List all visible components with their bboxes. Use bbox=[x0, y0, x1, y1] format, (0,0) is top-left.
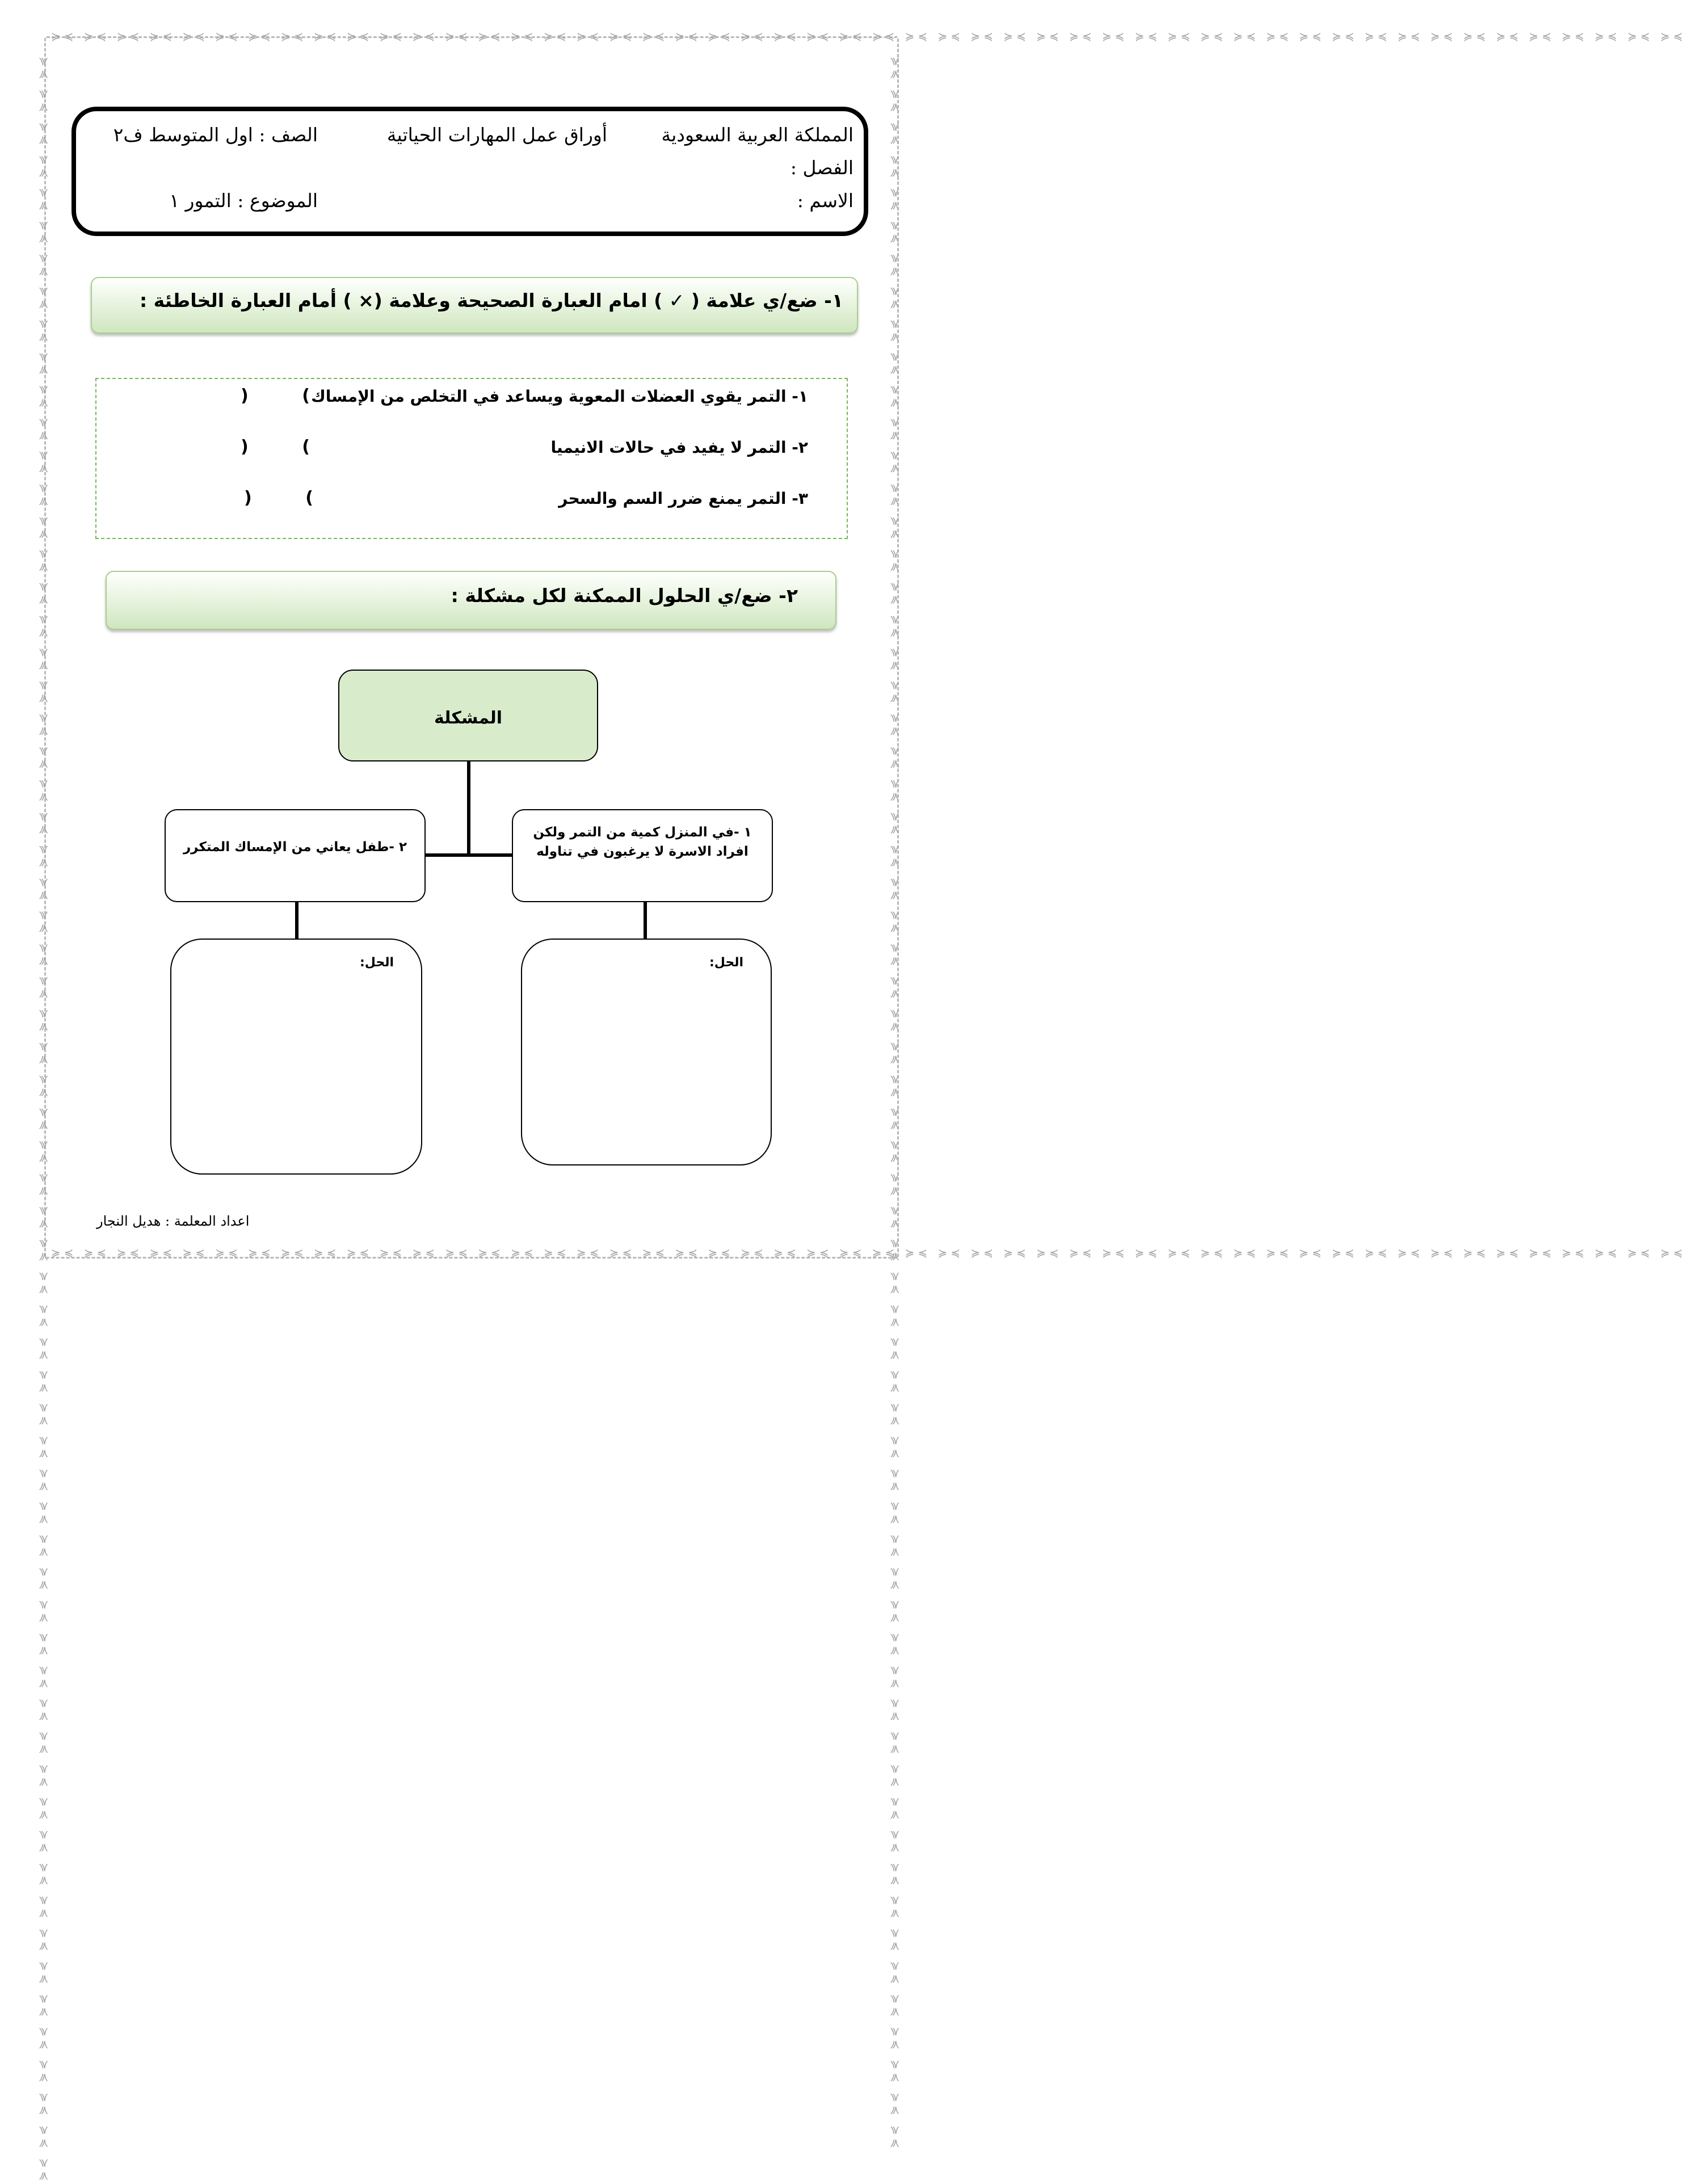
answer-parentheses-1[interactable] bbox=[241, 386, 310, 406]
answer-parentheses-2[interactable] bbox=[241, 437, 310, 457]
grade-label: الصف : اول المتوسط ف٢ bbox=[113, 124, 318, 146]
teacher-credit: اعداد المعلمة : هديل النجار bbox=[96, 1213, 250, 1229]
right-border-ornament: ≽≼ ≽≼ ≽≼ ≽≼ ≽≼ ≽≼ ≽≼ ≽≼ ≽≼ ≽≼ ≽≼ ≽≼ ≽≼ ≽≼ ≽≼ ≽≼ ≽≼ ≽≼ ≽≼ ≽≼ ≽≼ ≽≼ ≽≼ ≽≼ ≽≼ ≽≼ ≽≼ ≽≼ ≽≼ ≽≼ ≽≼ ≽≼ ≽≼ ≽≼ ≽≼ ≽≼ ≽≼ ≽≼ ≽≼ ≽≼ ≽≼ ≽≼ ≽≼ ≽≼ ≽≼ ≽≼ ≽≼ ≽≼ ≽≼ ≽≼ ≽≼ ≽≼ ≽≼ ≽≼ ≽≼ ≽≼ ≽≼ ≽≼ ≽≼ ≽≼ ≽≼ ≽≼ ≽≼ ≽≼ bbox=[889, 57, 902, 2152]
connector-solution-1 bbox=[644, 902, 647, 940]
top-border-ornament: ≽≼ ≽≼ ≽≼ ≽≼ ≽≼ ≽≼ ≽≼ ≽≼ ≽≼ ≽≼ ≽≼ ≽≼ ≽≼ ≽≼ ≽≼ ≽≼ ≽≼ ≽≼ ≽≼ ≽≼ ≽≼ ≽≼ ≽≼ ≽≼ ≽≼ ≽≼ ≽≼ ≽≼ ≽≼ ≽≼ ≽≼ ≽≼ ≽≼ ≽≼ ≽≼ ≽≼ ≽≼ ≽≼ ≽≼ ≽≼ ≽≼ ≽≼ ≽≼ ≽≼ ≽≼ ≽≼ ≽≼ ≽≼ ≽≼ ≽≼ bbox=[51, 30, 1686, 43]
statement-3: ٣- التمر يمنع ضرر السم والسحر bbox=[558, 489, 808, 508]
statement-2: ٢- التمر لا يفيد في حالات الانيميا bbox=[550, 438, 808, 457]
left-border-ornament: ≽≼ ≽≼ ≽≼ ≽≼ ≽≼ ≽≼ ≽≼ ≽≼ ≽≼ ≽≼ ≽≼ ≽≼ ≽≼ ≽≼ ≽≼ ≽≼ ≽≼ ≽≼ ≽≼ ≽≼ ≽≼ ≽≼ ≽≼ ≽≼ ≽≼ ≽≼ ≽≼ ≽≼ ≽≼ ≽≼ ≽≼ ≽≼ ≽≼ ≽≼ ≽≼ ≽≼ ≽≼ ≽≼ ≽≼ ≽≼ ≽≼ ≽≼ ≽≼ ≽≼ ≽≼ ≽≼ ≽≼ ≽≼ ≽≼ ≽≼ ≽≼ ≽≼ ≽≼ ≽≼ ≽≼ ≽≼ ≽≼ ≽≼ ≽≼ ≽≼ ≽≼ ≽≼ ≽≼ ≽≼ ≽≼ bbox=[37, 57, 51, 2184]
kingdom-label: المملكة العربية السعودية bbox=[661, 124, 853, 146]
paren-open: ) bbox=[241, 386, 249, 406]
class-label: الفصل : bbox=[790, 157, 853, 179]
problem-1-text: ١ -في المنزل كمية من التمر ولكن افراد الاسرة لا يرغبون في تناوله bbox=[533, 825, 752, 859]
problem-2-text: ٢ -طفل يعاني من الإمساك المتكرر bbox=[183, 840, 407, 855]
statement-1: ١- التمر يقوي العضلات المعوية ويساعد في التخلص من الإمساك bbox=[311, 387, 808, 406]
section1-instruction: ١- ضع/ي علامة ( ✓ ) امام العبارة الصحيحة وعلامة (× ) أمام العبارة الخاطئة : bbox=[139, 289, 843, 312]
paren-open: ) bbox=[241, 437, 249, 457]
topic-label: الموضوع : التمور ١ bbox=[169, 190, 318, 212]
name-label: الاسم : bbox=[797, 190, 853, 212]
solution-2-label: الحل: bbox=[359, 956, 394, 970]
connector-vertical-main bbox=[467, 761, 470, 856]
worksheet-title: أوراق عمل المهارات الحياتية bbox=[386, 124, 607, 146]
solution-1-box[interactable] bbox=[521, 939, 772, 1165]
paren-open: ) bbox=[244, 488, 252, 508]
solution-2-box[interactable] bbox=[170, 939, 422, 1175]
connector-solution-2 bbox=[295, 902, 298, 943]
paren-close: ( bbox=[302, 386, 310, 406]
bottom-border-ornament: ≽≼ ≽≼ ≽≼ ≽≼ ≽≼ ≽≼ ≽≼ ≽≼ ≽≼ ≽≼ ≽≼ ≽≼ ≽≼ ≽≼ ≽≼ ≽≼ ≽≼ ≽≼ ≽≼ ≽≼ ≽≼ ≽≼ ≽≼ ≽≼ ≽≼ ≽≼ ≽≼ ≽≼ ≽≼ ≽≼ ≽≼ ≽≼ ≽≼ ≽≼ ≽≼ ≽≼ ≽≼ ≽≼ ≽≼ ≽≼ ≽≼ ≽≼ ≽≼ ≽≼ ≽≼ ≽≼ ≽≼ ≽≼ ≽≼ ≽≼ bbox=[51, 1246, 1686, 1260]
problem-2-box bbox=[165, 809, 426, 902]
connector-horizontal bbox=[424, 853, 513, 857]
problem-title: المشكلة bbox=[434, 708, 503, 728]
section2-instruction: ٢- ضع/ي الحلول الممكنة لكل مشكلة : bbox=[451, 584, 798, 607]
paren-close: ( bbox=[305, 488, 313, 508]
paren-close: ( bbox=[302, 437, 310, 457]
answer-parentheses-3[interactable] bbox=[244, 488, 313, 508]
solution-1-label: الحل: bbox=[709, 956, 744, 970]
